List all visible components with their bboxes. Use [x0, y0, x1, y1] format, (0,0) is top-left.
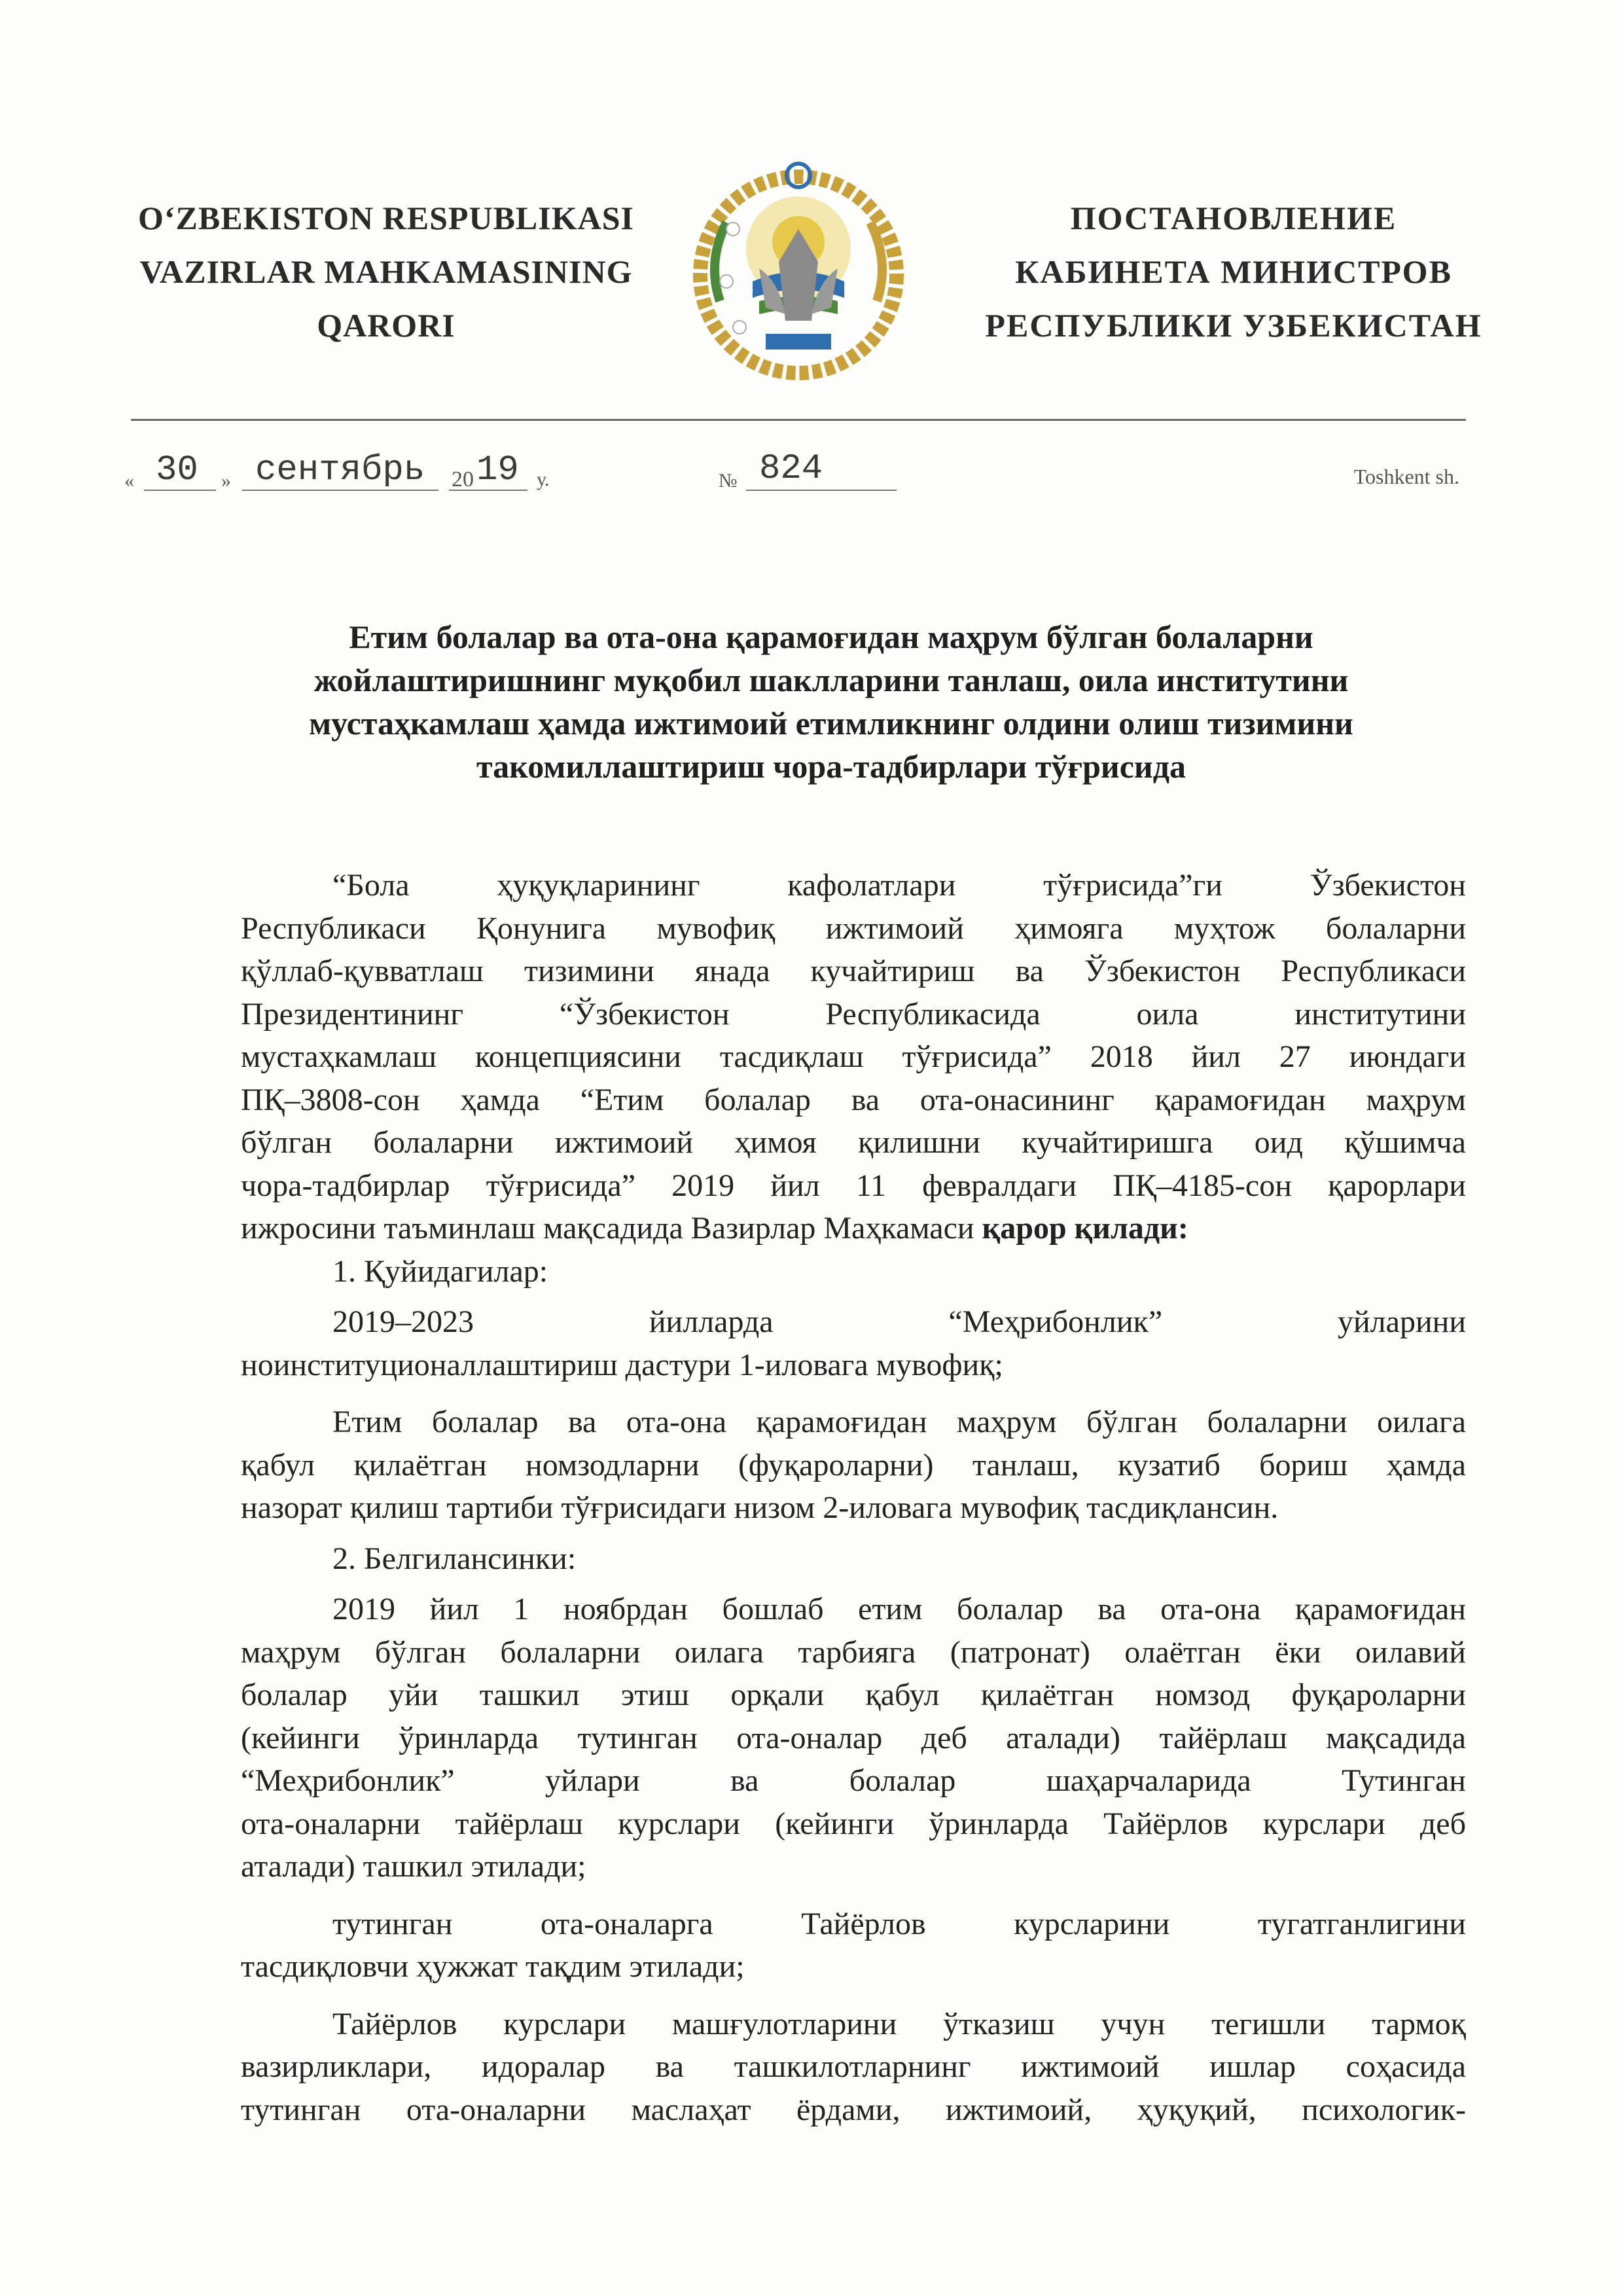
- preamble-line: чора-тадбирлар тўғрисида” 2019 йил 11 февралдаги ПҚ–4185-сон қарорлари: [241, 1168, 1466, 1203]
- item-2a-line: 2019 йил 1 ноябрдан бошлаб етим болалар ва ота-она қарамоғидан: [332, 1592, 1466, 1626]
- header-left-line: QARORI: [317, 307, 455, 344]
- item-1a-line: 2019–2023 йилларда “Меҳрибонлик” уйларини: [332, 1304, 1466, 1339]
- item-2a-line: болалар уйи ташкил этиш орқали қабул қилаётган номзод фуқароларни: [241, 1677, 1466, 1712]
- day-open-quote: «: [124, 470, 134, 492]
- title-line: жойлаштиришнинг муқобил шаклларини танлаш, оила институтини: [313, 662, 1349, 698]
- document-number: 824: [759, 449, 823, 489]
- title-line: такомиллаштириш чора-тадбирлари тўғрисида: [476, 748, 1186, 785]
- date-number-row: [124, 449, 1472, 497]
- item-1-heading: 1. Қуйидагилар:: [332, 1253, 548, 1289]
- preamble-line: Президентининг “Ўзбекистон Республикасида оила институтини: [241, 996, 1466, 1031]
- preamble-last-text: ижросини таъминлаш мақсадида Вазирлар Маҳкамаси: [241, 1211, 974, 1246]
- item-2a-line: “Меҳрибонлик” уйлари ва болалар шаҳарчаларида Тутинган: [241, 1763, 1466, 1798]
- header-russian: [962, 191, 1505, 352]
- resolution-phrase: қарор қилади:: [982, 1211, 1188, 1246]
- state-emblem-icon: [681, 151, 916, 393]
- document-body: [241, 864, 1466, 2131]
- item-2a-line: (кейинги ўринларда тутинган ота-оналар деб аталади) тайёрлаш мақсадида: [241, 1720, 1466, 1755]
- date-month: сентябрь: [255, 450, 425, 490]
- item-2a-line: ота-оналарни тайёрлаш курслари (кейинги ўринларда Тайёрлов курслари деб: [241, 1806, 1466, 1841]
- item-2c-line: тутинган ота-оналарни маслаҳат ёрдами, ижтимоий, ҳуқуқий, психологик-: [241, 2092, 1466, 2127]
- header-right-line: КАБИНЕТА МИНИСТРОВ: [1015, 253, 1452, 290]
- preamble-line: Республикаси Қонунига мувофиқ ижтимоий ҳимояга муҳтож болаларни: [241, 910, 1466, 946]
- preamble-line: “Бола ҳуқуқларининг кафолатлари тўғрисида”ги Ўзбекистон: [332, 868, 1466, 903]
- item-1b-line: қабул қилаётган номзодларни (фуқароларни) танлаш, кузатиб бориш ҳамда: [241, 1447, 1466, 1482]
- preamble-line: мустаҳкамлаш концепциясини тасдиқлаш тўғрисида” 2018 йил 27 июндаги: [241, 1039, 1466, 1074]
- day-close-quote: »: [221, 470, 231, 492]
- item-1b-line: Етим болалар ва ота-она қарамоғидан маҳрум бўлган болаларни оилага: [332, 1405, 1466, 1439]
- header-uzbek: [118, 191, 654, 352]
- document-title: [223, 615, 1440, 788]
- number-label: №: [719, 470, 738, 492]
- header-right-line: ПОСТАНОВЛЕНИЕ: [1070, 200, 1397, 236]
- year-prefix: 20: [452, 467, 474, 492]
- city-label: Toshkent sh.: [1353, 465, 1459, 488]
- item-1a-line: ноинституционаллаштириш дастури 1-иловага мувофиқ;: [241, 1347, 1003, 1382]
- item-2c-line: Тайёрлов курслари машғулотларини ўтказиш учун тегишли тармоқ: [332, 2006, 1466, 2041]
- preamble-line: ПҚ–3808-сон ҳамда “Етим болалар ва ота-онасининг қарамоғидан маҳрум: [241, 1082, 1466, 1117]
- item-2b-line: тасдиқловчи ҳужжат тақдим этилади;: [241, 1949, 745, 1984]
- preamble-line: қўллаб-қувватлаш тизимини янада кучайтириш ва Ўзбекистон Республикаси: [241, 954, 1466, 988]
- preamble-last-line: [241, 1207, 1466, 1250]
- title-line: мустаҳкамлаш ҳамда ижтимоий етимликнинг олдини олиш тизимини: [309, 705, 1353, 742]
- year-mark: у.: [537, 469, 550, 490]
- item-2a-line: маҳрум бўлган болаларни оилага тарбияга (патронат) олаётган ёки оилавий: [241, 1634, 1466, 1670]
- item-1b-line: назорат қилиш тартиби тўғрисидаги низом 2-иловага мувофиқ тасдиқлансин.: [241, 1490, 1279, 1525]
- item-2-heading: 2. Белгилансинки:: [332, 1541, 577, 1576]
- header-left-line: VAZIRLAR MAHKAMASINING: [139, 253, 633, 290]
- date-day: 30: [156, 450, 198, 490]
- item-2a-line: аталади) ташкил этилади;: [241, 1849, 586, 1884]
- title-line: Етим болалар ва ота-она қарамоғидан маҳрум бўлган болаларни: [349, 619, 1313, 655]
- year-suffix: 19: [476, 450, 519, 490]
- header-right-line: РЕСПУБЛИКИ УЗБЕКИСТАН: [985, 307, 1482, 344]
- item-2c-line: вазирликлари, идоралар ва ташкилотларнинг ижтимоий ишлар соҳасида: [241, 2049, 1466, 2084]
- preamble-line: бўлган болаларни ижтимоий ҳимоя қилишни кучайтиришга оид қўшимча: [241, 1125, 1466, 1160]
- header-divider: [131, 419, 1466, 421]
- item-2b-line: тутинган ота-оналарга Тайёрлов курсларини тугатганлигини: [332, 1906, 1466, 1941]
- header-left-line: O‘ZBEKISTON RESPUBLIKASI: [137, 200, 635, 236]
